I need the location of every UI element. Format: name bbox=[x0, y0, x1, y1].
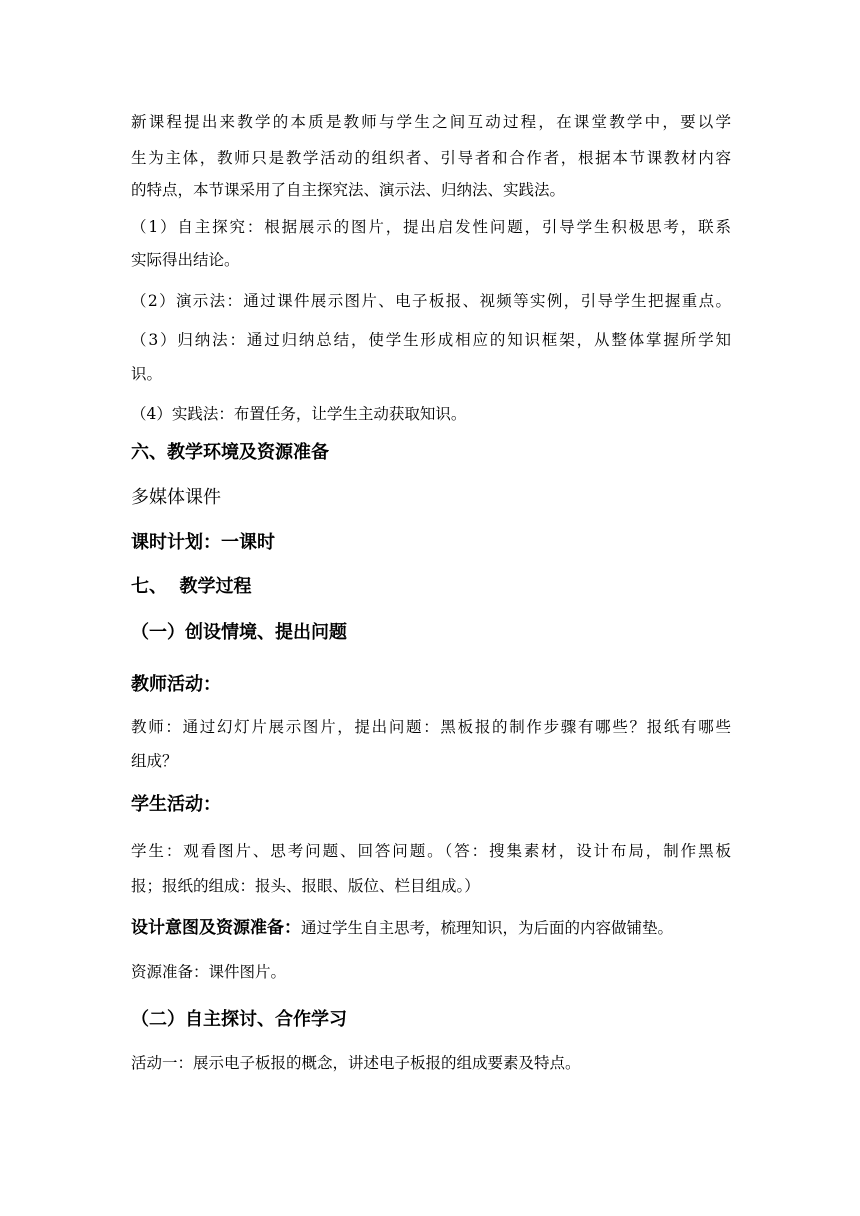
method-3-line-1: （3）归纳法：通过归纳总结，使学生形成相应的知识框架，从整体掌握所学知 bbox=[131, 331, 731, 349]
method-3-line-2: 识。 bbox=[131, 365, 163, 383]
student-activity-heading: 学生活动： bbox=[131, 794, 221, 815]
teacher-line-1: 教师：通过幻灯片展示图片，提出问题：黑板报的制作步骤有哪些？报纸有哪些 bbox=[131, 718, 731, 736]
activity-1-line: 活动一：展示电子板报的概念，讲述电子板报的组成要素及特点。 bbox=[131, 1054, 581, 1072]
section-6-body: 多媒体课件 bbox=[131, 487, 221, 508]
subsection-1-heading: （一）创设情境、提出问题 bbox=[131, 622, 347, 643]
design-intent-label: 设计意图及资源准备： bbox=[131, 918, 301, 938]
teacher-activity-heading: 教师活动： bbox=[131, 674, 221, 695]
intro-line-2: 生为主体，教师只是教学活动的组织者、引导者和合作者，根据本节课教材内容 bbox=[131, 149, 731, 167]
resource-line: 资源准备：课件图片。 bbox=[131, 963, 287, 981]
design-intent-paragraph bbox=[131, 918, 731, 938]
method-1-line-1: （1）自主探究：根据展示的图片，提出启发性问题，引导学生积极思考，联系 bbox=[131, 218, 731, 236]
section-6-heading: 六、教学环境及资源准备 bbox=[131, 442, 329, 463]
teacher-line-2: 组成？ bbox=[131, 752, 178, 770]
method-2: （2）演示法：通过课件展示图片、电子板报、视频等实例，引导学生把握重点。 bbox=[131, 292, 731, 310]
method-1-line-2: 实际得出结论。 bbox=[131, 251, 240, 269]
student-line-1: 学生：观看图片、思考问题、回答问题。（答：搜集素材，设计布局，制作黑板 bbox=[131, 842, 731, 860]
design-intent-text: 通过学生自主思考，梳理知识，为后面的内容做铺垫。 bbox=[301, 919, 674, 937]
intro-line-1: 新课程提出来教学的本质是教师与学生之间互动过程，在课堂教学中，要以学 bbox=[131, 113, 731, 131]
section-7-heading: 七、 教学过程 bbox=[131, 576, 252, 597]
student-line-2: 报；报纸的组成：报头、报眼、版位、栏目组成。） bbox=[131, 877, 480, 895]
intro-line-3: 的特点，本节课采用了自主探究法、演示法、归纳法、实践法。 bbox=[131, 181, 566, 199]
method-4: （4）实践法：布置任务，让学生主动获取知识。 bbox=[131, 405, 467, 423]
lesson-plan-heading: 课时计划：一课时 bbox=[131, 532, 275, 553]
subsection-2-heading: （二）自主探讨、合作学习 bbox=[131, 1009, 347, 1030]
